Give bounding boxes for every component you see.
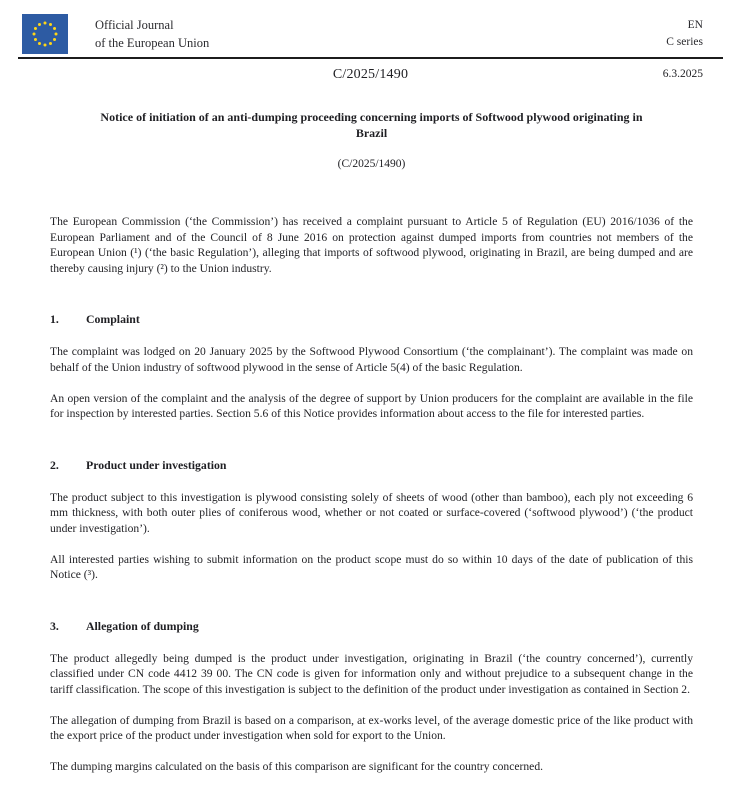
document-title: Notice of initiation of an anti-dumping proceeding concerning imports of Softwood plywood originating in Brazil <box>100 110 643 140</box>
intro-paragraph: The European Commission (‘the Commission’) has received a complaint pursuant to Article 5 of Regulation (EU) 2016/1036 of the European Parliament and of the Council of 8 June 2016 on protection against dumped imports from countries not members of the European Union (¹) (‘the basic Regulation’), alleging that imports of softwood plywood, originating in Brazil, are being dumped and are thereby causing injury (²) to the Union industry. <box>50 215 693 275</box>
eu-flag-icon <box>22 14 68 54</box>
section-heading-label: Allegation of dumping <box>86 618 199 633</box>
document-number: C/2025/1490 <box>332 67 409 82</box>
paragraph: All interested parties wishing to submit information on the product scope must do so within 10 days of the date of publication of this Notice (³). <box>50 552 693 582</box>
edition-info <box>666 14 703 50</box>
section-heading <box>50 619 693 634</box>
journal-title <box>95 14 209 53</box>
section-heading <box>50 458 693 473</box>
paragraph: The allegation of dumping from Brazil is based on a comparison, at ex-works level, of the average domestic price of the like product with the export price of the product under investigation when sold for export to the Union. <box>50 713 693 743</box>
section-complaint <box>50 312 693 421</box>
journal-header <box>0 0 741 54</box>
publication-date: 6.3.2025 <box>662 68 703 80</box>
journal-branding <box>22 14 209 54</box>
paragraph: The product subject to this investigation is plywood consisting solely of sheets of wood (other than bamboo), each ply not exceeding 6 mm thickness, with both outer plies of coniferous wood, whether or not coated or surface-covered (‘softwood plywood’) (‘the product under investigation’). <box>50 490 693 535</box>
document-reference: (C/2025/1490) <box>337 158 406 170</box>
paragraph: An open version of the complaint and the analysis of the degree of support by Union producers for the complaint are available in the file for inspection by interested parties. Section 5.6 of this Notice provides information about access to the file for interested parties. <box>50 391 693 421</box>
section-number: 1. <box>50 312 59 327</box>
series-label: C series <box>666 35 703 48</box>
section-number: 3. <box>50 618 59 633</box>
document-number-row <box>38 65 703 85</box>
paragraph: The product allegedly being dumped is the product under investigation, originating in Brazil (‘the country concerned’), currently classified under CN code 4412 39 00. The CN code is given for information only and without prejudice to a subsequent change in the tariff classification. The scope of this investigation is subject to the definition of the product under investigation as contained in Section 2. <box>50 651 693 696</box>
journal-title-line1: Official Journal <box>95 18 174 32</box>
section-product-under-investigation <box>50 458 693 583</box>
header-divider <box>18 57 723 59</box>
section-allegation-of-dumping <box>50 619 693 775</box>
section-heading-label: Complaint <box>86 312 140 327</box>
section-heading-label: Product under investigation <box>86 457 227 472</box>
document-body <box>0 109 741 774</box>
journal-title-line2: of the European Union <box>95 35 210 50</box>
section-heading <box>50 312 693 327</box>
language-code: EN <box>687 19 703 31</box>
paragraph: The dumping margins calculated on the basis of this comparison are significant for the country concerned. <box>50 759 544 773</box>
paragraph: The complaint was lodged on 20 January 2025 by the Softwood Plywood Consortium (‘the complainant’). The complaint was made on behalf of the Union industry of softwood plywood in the sense of Article 5(4) of the basic Regulation. <box>50 345 693 374</box>
section-number: 2. <box>50 457 59 472</box>
